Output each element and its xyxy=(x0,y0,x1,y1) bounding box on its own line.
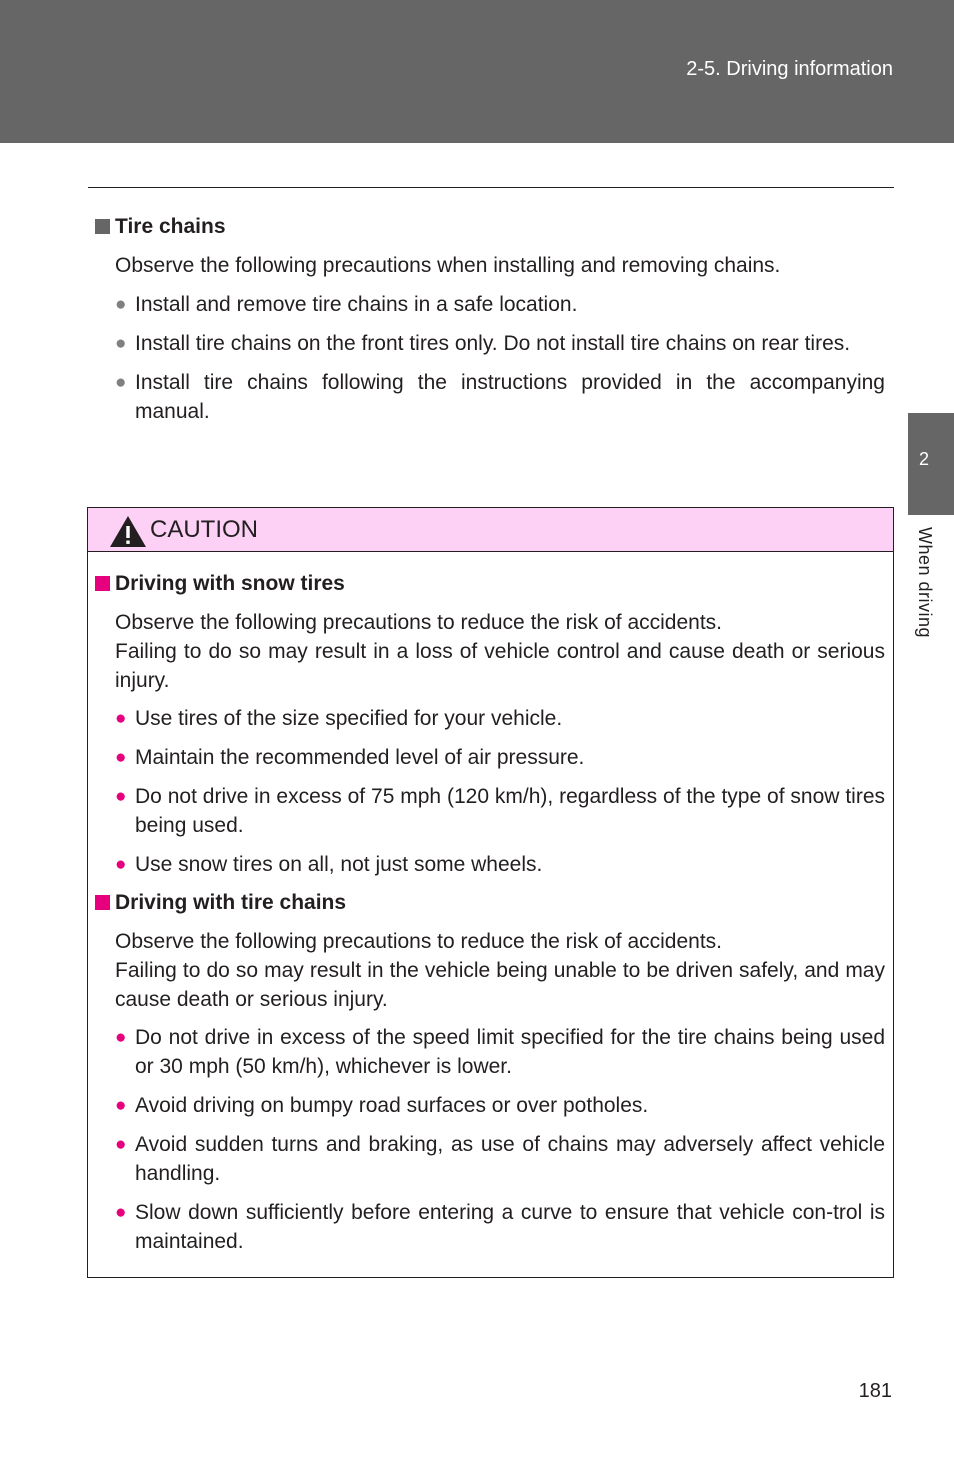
list-item-text: Avoid driving on bumpy road surfaces or over potholes. xyxy=(135,1094,649,1117)
circle-bullet-icon: ● xyxy=(115,786,127,807)
list-item xyxy=(115,329,885,358)
circle-bullet-icon: ● xyxy=(115,1027,127,1048)
circle-bullet-icon: ● xyxy=(115,1134,127,1155)
heading-text: Driving with tire chains xyxy=(115,891,347,914)
list-item-text: Do not drive in excess of 75 mph (120 km/h), regardless of the type of snow tires being used. xyxy=(135,785,885,837)
list-item-text: Install tire chains on the front tires only. Do not install tire chains on rear tires. xyxy=(135,332,851,355)
list-item xyxy=(115,1198,885,1256)
list-item xyxy=(115,850,885,879)
list-item-text: Use tires of the size specified for your vehicle. xyxy=(135,707,563,730)
list-item xyxy=(115,743,885,772)
chapter-tab xyxy=(908,413,954,515)
list-item-text: Avoid sudden turns and braking, as use of chains may adversely affect vehicle handling. xyxy=(135,1133,885,1185)
square-bullet-icon xyxy=(95,219,110,234)
list-item xyxy=(115,1091,885,1120)
circle-bullet-icon: ● xyxy=(115,294,127,315)
tire-chains-intro: Observe the following precautions when installing and removing chains. xyxy=(115,254,781,277)
page-number: 181 xyxy=(858,1380,892,1402)
square-bullet-icon xyxy=(95,576,110,591)
header-bar xyxy=(0,0,954,143)
square-bullet-icon xyxy=(95,895,110,910)
list-item-text: Do not drive in excess of the speed limit specified for the tire chains being used or 30 mph (50 km/h), whichever is lower. xyxy=(135,1026,885,1078)
circle-bullet-icon: ● xyxy=(115,333,127,354)
list-item-text: Use snow tires on all, not just some wheels. xyxy=(135,853,543,876)
chapter-label: When driving xyxy=(915,527,935,639)
list-item xyxy=(115,782,885,840)
list-item-text: Install and remove tire chains in a safe location. xyxy=(135,293,578,316)
list-item xyxy=(115,1023,885,1081)
snow-tires-warning: Failing to do so may result in a loss of vehicle control and cause death or serious injury. xyxy=(115,640,885,692)
snow-tires-intro: Observe the following precautions to reduce the risk of accidents. xyxy=(115,611,722,634)
caution-header xyxy=(88,508,893,552)
circle-bullet-icon: ● xyxy=(115,747,127,768)
tire-chains-heading xyxy=(95,212,885,241)
chapter-number: 2 xyxy=(918,449,929,469)
list-item xyxy=(115,1130,885,1188)
list-item xyxy=(115,290,885,319)
list-item xyxy=(115,368,885,426)
list-item-text: Maintain the recommended level of air pressure. xyxy=(135,746,585,769)
tire-chains-section xyxy=(95,212,885,426)
caution-title: CAUTION xyxy=(150,516,258,543)
section-title: 2-5. Driving information xyxy=(686,58,893,80)
tire-chains-caution-intro: Observe the following precautions to reduce the risk of accidents. xyxy=(115,930,722,953)
circle-bullet-icon: ● xyxy=(115,1202,127,1223)
circle-bullet-icon: ● xyxy=(115,708,127,729)
divider xyxy=(88,187,894,188)
circle-bullet-icon: ● xyxy=(115,1095,127,1116)
caution-box xyxy=(87,507,894,1278)
warning-icon xyxy=(109,515,147,548)
circle-bullet-icon: ● xyxy=(115,854,127,875)
list-item-text: Slow down sufficiently before entering a curve to ensure that vehicle con-trol is maintained. xyxy=(135,1201,885,1253)
list-item-text: Install tire chains following the instructions provided in the accompanying manual. xyxy=(135,371,885,423)
tire-chains-caution-heading xyxy=(95,888,885,917)
snow-tires-heading xyxy=(95,569,885,598)
circle-bullet-icon: ● xyxy=(115,372,127,393)
heading-text: Tire chains xyxy=(115,215,226,238)
tire-chains-caution-warning: Failing to do so may result in the vehicle being unable to be driven safely, and may cause death or serious injury. xyxy=(115,959,885,1011)
heading-text: Driving with snow tires xyxy=(115,572,345,595)
list-item xyxy=(115,704,885,733)
caution-body xyxy=(95,569,885,1256)
